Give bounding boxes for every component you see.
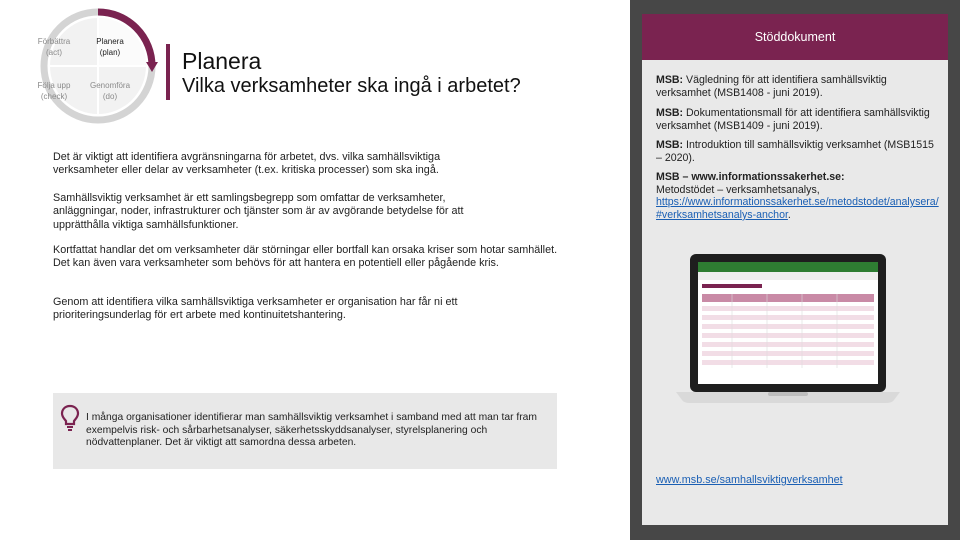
title-accent-bar bbox=[166, 44, 170, 100]
reference-item-web: MSB – www.informationssakerhet.se: Metodstödet – verksamhetsanalys, https://www.informationssakerhet.se/metodstodet/analysera/#verksamhetsanalys-anchor. bbox=[656, 171, 939, 221]
cycle-label-act: Förbättra (act) bbox=[37, 37, 71, 57]
body-paragraph-3: Kortfattat handlar det om verksamheter där störningar eller bortfall kan orsaka kriser som hotar samhället. Det kan även vara verksamheter som behövs för att hantera en potentiell eller pågående kris. bbox=[53, 244, 558, 270]
page-title: Planera bbox=[182, 48, 262, 74]
cycle-ring bbox=[28, 6, 168, 126]
cycle-label-plan: Planera (plan) bbox=[96, 37, 124, 57]
lightbulb-icon bbox=[60, 404, 80, 432]
page-subtitle: Vilka verksamheter ska ingå i arbetet? bbox=[182, 75, 521, 97]
metodstod-link[interactable]: https://www.informationssakerhet.se/metodstodet/analysera/#verksamhetsanalys-anchor bbox=[656, 196, 939, 221]
pdca-cycle-diagram bbox=[28, 6, 168, 126]
reference-item-2: MSB: Dokumentationsmall för att identifiera samhällsviktig verksamhet (MSB1409 - juni 2019). bbox=[656, 107, 930, 132]
body-paragraph-2: Samhällsviktig verksamhet är ett samlingsbegrepp som omfattar de verksamheter, anläggningar, noder, infrastrukturer och tjänster som är av avgörande betydelse för att upprätthålla viktiga samhällsfunktioner. bbox=[53, 192, 464, 231]
reference-item-3: MSB: Introduktion till samhällsviktig verksamhet (MSB1515 – 2020). bbox=[656, 139, 934, 164]
tip-text: I många organisationer identifierar man samhällsviktig verksamhet i samband med att man tar fram exempelvis risk- och sårbarhetsanalyser, säkerhetsskyddsanalyser, styrelsplanering och nödvattenplaner. Det är viktigt att samordna dessa arbeten. bbox=[86, 412, 537, 449]
reference-item-1: MSB: Vägledning för att identifiera samhällsviktig verksamhet (MSB1408 - juni 2019). bbox=[656, 74, 887, 99]
cycle-label-do: Genomföra (do) bbox=[90, 81, 131, 101]
msb-samhallsviktig-link[interactable]: www.msb.se/samhallsviktigverksamhet bbox=[656, 474, 843, 486]
body-paragraph-1: Det är viktigt att identifiera avgränsningarna för arbetet, dvs. vilka samhällsviktiga verksamheter eller delar av verksamheter (t.ex. kritiska processer) som ska ingå. bbox=[53, 151, 441, 177]
laptop-spreadsheet-image bbox=[672, 248, 904, 410]
side-panel-title: Stöddokument bbox=[754, 30, 836, 44]
cycle-label-check: Följa upp (check) bbox=[37, 81, 71, 101]
body-paragraph-4: Genom att identifiera vilka samhällsviktiga verksamheter er organisation har får ni ett prioriteringsunderlag för ert arbete med kontinuitetshantering. bbox=[53, 296, 458, 322]
